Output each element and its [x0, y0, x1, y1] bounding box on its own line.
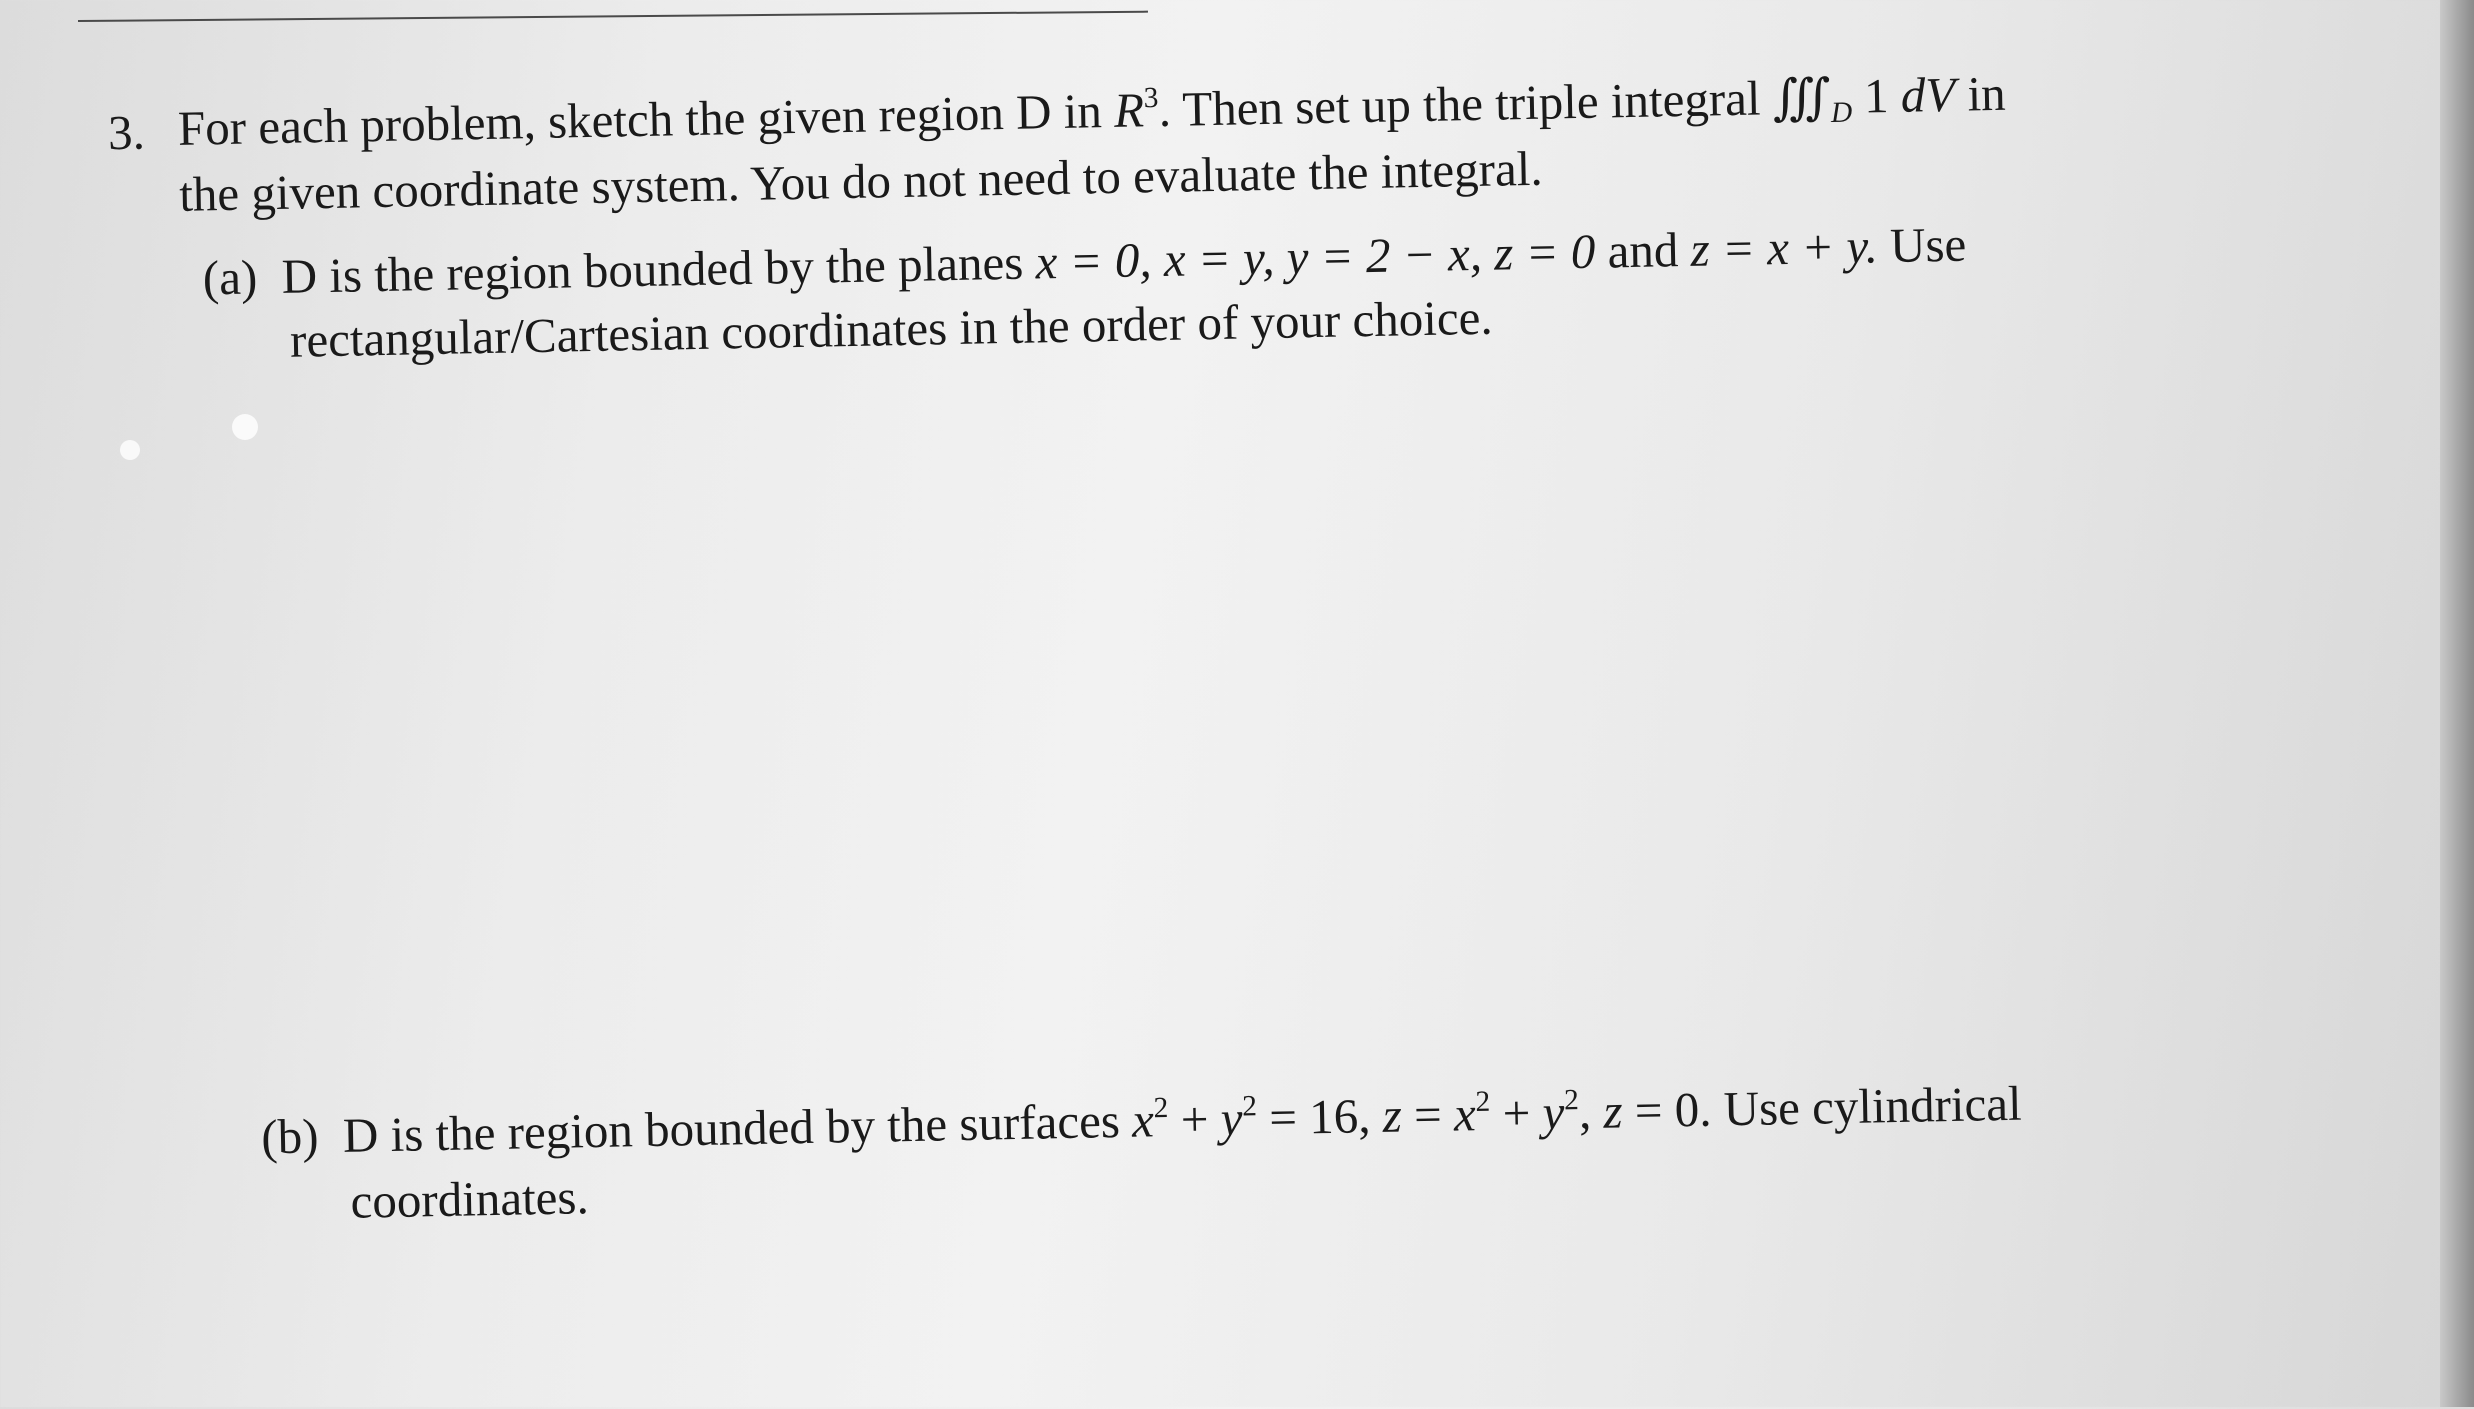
eq-z: z	[1602, 1083, 1624, 1139]
eq-y: y	[1541, 1084, 1565, 1140]
part-a-label: (a)	[202, 249, 258, 306]
part-b-line-1: (b) D is the region bounded by the surfaces $x^2 + y^2 = 16$, $z = x^2 + y^2$, z = 0. Use cylindrical	[260, 1075, 2023, 1165]
eq-z: z	[1382, 1087, 1403, 1143]
part-a-line-1	[202, 215, 1967, 309]
problem-intro-line-1	[177, 64, 2006, 159]
glare-spot	[120, 440, 140, 460]
part-a-equations: x = 0, x = y, y = 2 − x, z = 0	[1034, 223, 1596, 290]
eq-part: = 0.	[1622, 1081, 1712, 1139]
intro-text-1: For each problem, sketch the given region D in	[177, 83, 1103, 156]
eq-exp: 2	[1241, 1090, 1258, 1123]
problem-intro-line-2: the given coordinate system. You do not need to evaluate the integral.	[178, 140, 1544, 222]
eq-x: x	[1453, 1086, 1477, 1142]
eq-exp: 2	[1153, 1091, 1169, 1125]
part-a-equation-2: z = x + y.	[1690, 218, 1879, 277]
part-b-line-2: coordinates.	[350, 1169, 590, 1229]
eq-part: =	[1401, 1086, 1455, 1143]
r-exponent: 3	[1143, 81, 1159, 115]
eq-y: y	[1220, 1090, 1243, 1147]
part-b-use: Use cylindrical	[1723, 1075, 2023, 1137]
part-b-text: D is the region bounded by the surfaces	[342, 1092, 1121, 1163]
intro-text-2: . Then set up the triple integral	[1158, 70, 1761, 138]
glare-spot	[232, 414, 258, 440]
eq-exp: 2	[1563, 1084, 1580, 1117]
part-a-and: and	[1607, 222, 1679, 279]
eq-part: = 16,	[1256, 1087, 1384, 1146]
part-a-text: D is the region bounded by the planes	[281, 234, 1024, 304]
integrand: 1	[1863, 68, 1890, 124]
eq-x: x	[1131, 1092, 1155, 1148]
eq-exp: 2	[1475, 1085, 1491, 1119]
integral-symbol: ∭	[1772, 69, 1832, 126]
part-a-use: Use	[1889, 216, 1967, 274]
problem-number: 3.	[107, 104, 146, 161]
integral-domain: D	[1830, 96, 1853, 129]
r-symbol: R	[1113, 82, 1145, 138]
part-b-label: (b)	[260, 1108, 320, 1165]
integrand-dv: dV	[1900, 66, 1956, 123]
intro-text-3: in	[1966, 65, 2007, 122]
part-a-line-2: rectangular/Cartesian coordinates in the order of your choice.	[289, 289, 1494, 368]
